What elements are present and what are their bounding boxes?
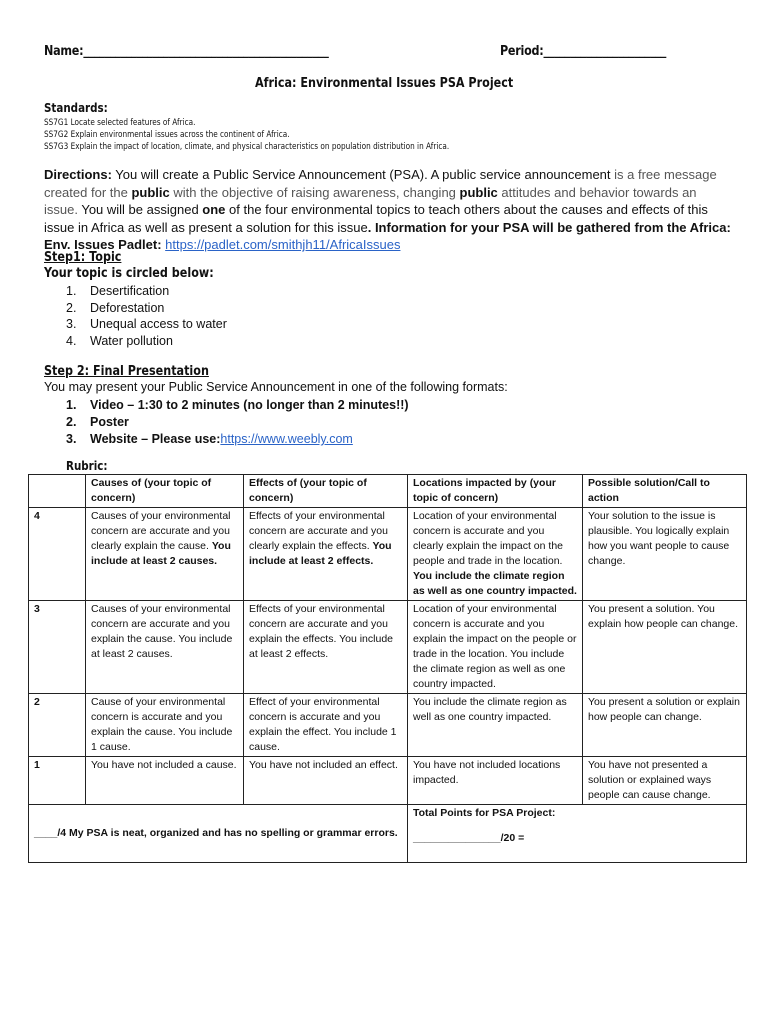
table-cell: You present a solution or explain how people can change. — [583, 694, 747, 757]
table-row — [29, 508, 747, 601]
list-item: 4. Water pollution — [66, 333, 173, 348]
level-cell: 3 — [29, 601, 86, 694]
step1-heading: Step1: Topic — [44, 250, 122, 265]
table-cell: Location of your environmental concern is accurate and you explain the impact on the people or trade in the location. You include the climate region as well as one country impacted. — [408, 601, 583, 694]
list-item: 1. Video – 1:30 to 2 minutes (no longer than 2 minutes!!) — [66, 398, 409, 412]
total-points-cell — [408, 805, 747, 863]
total-line: _______________/20 = — [413, 832, 525, 844]
format-list — [66, 397, 409, 448]
level-cell: 4 — [29, 508, 86, 601]
table-cell: Effects of your environmental concern are accurate and you explain the effects. You include at least 2 effects. — [244, 601, 408, 694]
table-cell: Causes of your environmental concern are accurate and you clearly explain the cause. You include at least 2 causes. — [86, 508, 244, 601]
level-cell: 2 — [29, 694, 86, 757]
header-cell: Possible solution/Call to action — [583, 475, 747, 508]
table-cell: You include the climate region as well as one country impacted. — [408, 694, 583, 757]
table-cell: You have not included an effect. — [244, 757, 408, 805]
step2-heading: Step 2: Final Presentation — [44, 364, 209, 379]
table-header-row — [29, 475, 747, 508]
step1-subheading: Your topic is circled below: — [44, 266, 214, 281]
step2-intro: You may present your Public Service Announcement in one of the following formats: — [44, 380, 508, 394]
total-label: Total Points for PSA Project: — [413, 807, 556, 819]
table-row — [29, 757, 747, 805]
period-field: Period:_______________________ — [500, 44, 667, 59]
header-cell — [29, 475, 86, 508]
neatness-cell: ____/4 My PSA is neat, organized and has no spelling or grammar errors. — [29, 805, 408, 863]
table-row — [29, 694, 747, 757]
table-row — [29, 601, 747, 694]
name-field: Name:______________________________________________ — [44, 44, 329, 59]
table-cell: Effect of your environmental concern is accurate and you explain the effect. You include 1 cause. — [244, 694, 408, 757]
standard-item: SS7G2 Explain environmental issues across the continent of Africa. — [44, 130, 290, 140]
table-row — [29, 805, 747, 863]
standard-item: SS7G3 Explain the impact of location, climate, and physical characteristics on population distribution in Africa. — [44, 142, 450, 152]
table-cell: You have not included locations impacted. — [408, 757, 583, 805]
table-cell: Effects of your environmental concern are accurate and you clearly explain the effects. You include at least 2 effects. — [244, 508, 408, 601]
table-cell: You have not included a cause. — [86, 757, 244, 805]
header-cell: Causes of (your topic of concern) — [86, 475, 244, 508]
header-cell: Effects of (your topic of concern) — [244, 475, 408, 508]
list-item: 1. Desertification — [66, 284, 170, 298]
weebly-link[interactable]: https://www.weebly.com — [220, 432, 353, 446]
standard-item: SS7G1 Locate selected features of Africa. — [44, 118, 196, 128]
table-cell: Causes of your environmental concern are accurate and you explain the cause. You include at least 2 causes. — [86, 601, 244, 694]
list-item: 2. Deforestation — [66, 300, 165, 315]
table-cell: You have not presented a solution or explained ways people can cause change. — [583, 757, 747, 805]
topic-list — [66, 283, 227, 349]
list-item: 3. Website – Please use: https://www.weebly.com — [66, 432, 353, 446]
table-cell: You present a solution. You explain how people can change. — [583, 601, 747, 694]
header-cell: Locations impacted by (your topic of concern) — [408, 475, 583, 508]
rubric-label: Rubric: — [66, 459, 108, 473]
list-item: 2. Poster — [66, 415, 129, 429]
padlet-link[interactable]: https://padlet.com/smithjh11/AfricaIssues — [165, 237, 401, 252]
rubric-table — [28, 474, 747, 863]
directions-paragraph: Directions: You will create a Public Service Announcement (PSA). A public service announcement is a free message created for the public with the objective of raising awareness, changing public attitudes and behavior towards an issue. You will be assigned one of the four environmental topics to teach others about the causes and effects of this issue in Africa as well as present a solution for this issue. Information for your PSA will be gathered from the Africa: Env. Issues Padlet: https://padlet.com/smithjh11/AfricaIssues — [44, 167, 731, 252]
list-item: 3. Unequal access to water — [66, 317, 227, 331]
table-cell: Your solution to the issue is plausible. You logically explain how you want people to cause change. — [583, 508, 747, 601]
standards-heading: Standards: — [44, 101, 108, 115]
table-cell: Cause of your environmental concern is accurate and you explain the cause. You include 1 cause. — [86, 694, 244, 757]
table-cell: Location of your environmental concern is accurate and you clearly explain the impact on the people and trade in the location. You include the climate region as well as one country impacted. — [408, 508, 583, 601]
level-cell: 1 — [29, 757, 86, 805]
document-title: Africa: Environmental Issues PSA Project — [254, 76, 514, 91]
